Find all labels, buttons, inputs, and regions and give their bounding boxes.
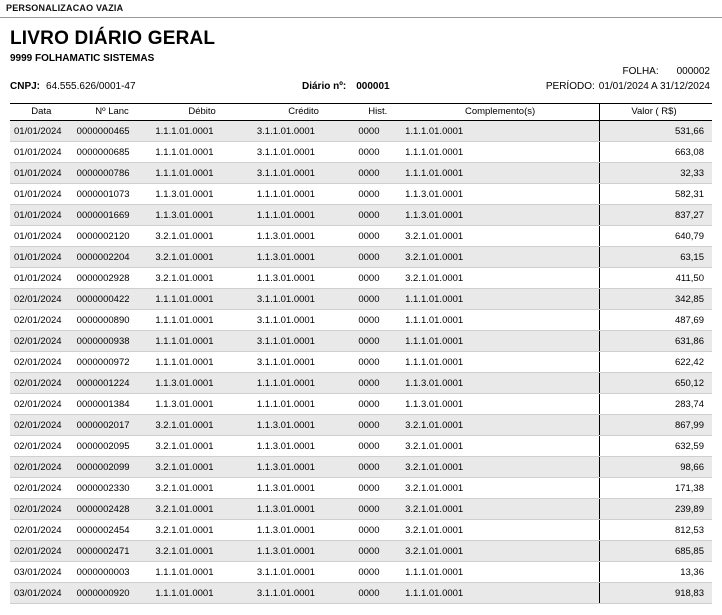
cell-data: 01/01/2024 bbox=[10, 121, 73, 142]
diario-value: 000001 bbox=[356, 81, 390, 92]
cell-hist: 0000 bbox=[354, 373, 401, 394]
cell-credito: 1.1.1.01.0001 bbox=[253, 394, 354, 415]
cell-credito: 1.1.3.01.0001 bbox=[253, 226, 354, 247]
cell-valor: 342,85 bbox=[600, 289, 712, 310]
cell-hist: 0000 bbox=[354, 436, 401, 457]
personalization-label: PERSONALIZACAO VAZIA bbox=[6, 3, 124, 13]
cell-complemento: 3.2.1.01.0001 bbox=[401, 226, 599, 247]
table-row[interactable] bbox=[10, 163, 712, 184]
cell-credito: 3.1.1.01.0001 bbox=[253, 562, 354, 583]
cell-complemento: 3.2.1.01.0001 bbox=[401, 520, 599, 541]
cell-lanc: 0000002095 bbox=[73, 436, 152, 457]
table-row[interactable] bbox=[10, 457, 712, 478]
table-row[interactable] bbox=[10, 331, 712, 352]
cell-debito: 1.1.1.01.0001 bbox=[151, 583, 252, 604]
cell-valor: 13,36 bbox=[600, 562, 712, 583]
cell-data: 02/01/2024 bbox=[10, 310, 73, 331]
cell-debito: 1.1.3.01.0001 bbox=[151, 184, 252, 205]
cell-complemento: 1.1.1.01.0001 bbox=[401, 142, 599, 163]
cell-debito: 3.2.1.01.0001 bbox=[151, 457, 252, 478]
cnpj-value: 64.555.626/0001-47 bbox=[46, 81, 136, 92]
cell-complemento: 3.2.1.01.0001 bbox=[401, 415, 599, 436]
cell-debito: 3.2.1.01.0001 bbox=[151, 268, 252, 289]
cell-debito: 1.1.1.01.0001 bbox=[151, 562, 252, 583]
cell-lanc: 0000001224 bbox=[73, 373, 152, 394]
cell-lanc: 0000002928 bbox=[73, 268, 152, 289]
cell-data: 02/01/2024 bbox=[10, 436, 73, 457]
cell-complemento: 1.1.3.01.0001 bbox=[401, 205, 599, 226]
cell-debito: 1.1.1.01.0001 bbox=[151, 142, 252, 163]
cell-valor: 487,69 bbox=[600, 310, 712, 331]
cell-debito: 1.1.3.01.0001 bbox=[151, 394, 252, 415]
cell-debito: 3.2.1.01.0001 bbox=[151, 415, 252, 436]
table-body bbox=[10, 121, 712, 604]
table-row[interactable] bbox=[10, 436, 712, 457]
table-row[interactable] bbox=[10, 352, 712, 373]
cell-hist: 0000 bbox=[354, 352, 401, 373]
cell-hist: 0000 bbox=[354, 289, 401, 310]
cnpj-label: CNPJ: bbox=[10, 81, 41, 92]
table-row[interactable] bbox=[10, 310, 712, 331]
table-row[interactable] bbox=[10, 394, 712, 415]
cell-data: 02/01/2024 bbox=[10, 520, 73, 541]
cell-lanc: 0000000938 bbox=[73, 331, 152, 352]
table-header bbox=[10, 104, 712, 121]
cell-complemento: 3.2.1.01.0001 bbox=[401, 541, 599, 562]
cell-hist: 0000 bbox=[354, 247, 401, 268]
meta-row bbox=[10, 81, 712, 97]
cell-valor: 867,99 bbox=[600, 415, 712, 436]
cell-debito: 3.2.1.01.0001 bbox=[151, 247, 252, 268]
cell-valor: 632,59 bbox=[600, 436, 712, 457]
cell-data: 01/01/2024 bbox=[10, 247, 73, 268]
cell-credito: 3.1.1.01.0001 bbox=[253, 310, 354, 331]
cell-credito: 3.1.1.01.0001 bbox=[253, 352, 354, 373]
cell-debito: 1.1.3.01.0001 bbox=[151, 373, 252, 394]
cell-lanc: 0000000003 bbox=[73, 562, 152, 583]
cell-data: 02/01/2024 bbox=[10, 499, 73, 520]
cell-lanc: 0000002017 bbox=[73, 415, 152, 436]
cell-valor: 283,74 bbox=[600, 394, 712, 415]
table-row[interactable] bbox=[10, 268, 712, 289]
cell-hist: 0000 bbox=[354, 331, 401, 352]
table-row[interactable] bbox=[10, 520, 712, 541]
cell-complemento: 1.1.3.01.0001 bbox=[401, 394, 599, 415]
cell-valor: 239,89 bbox=[600, 499, 712, 520]
cell-valor: 650,12 bbox=[600, 373, 712, 394]
cell-valor: 171,38 bbox=[600, 478, 712, 499]
cell-complemento: 3.2.1.01.0001 bbox=[401, 436, 599, 457]
column-header-complemento: Complemento(s) bbox=[401, 104, 599, 121]
cell-complemento: 1.1.1.01.0001 bbox=[401, 331, 599, 352]
cell-valor: 531,66 bbox=[600, 121, 712, 142]
cell-debito: 3.2.1.01.0001 bbox=[151, 436, 252, 457]
cell-complemento: 3.2.1.01.0001 bbox=[401, 457, 599, 478]
cell-debito: 1.1.1.01.0001 bbox=[151, 310, 252, 331]
cell-credito: 1.1.3.01.0001 bbox=[253, 436, 354, 457]
cell-complemento: 1.1.1.01.0001 bbox=[401, 310, 599, 331]
cell-data: 02/01/2024 bbox=[10, 478, 73, 499]
table-row[interactable] bbox=[10, 142, 712, 163]
cell-debito: 3.2.1.01.0001 bbox=[151, 520, 252, 541]
cell-debito: 1.1.3.01.0001 bbox=[151, 205, 252, 226]
cell-lanc: 0000000422 bbox=[73, 289, 152, 310]
cell-debito: 3.2.1.01.0001 bbox=[151, 478, 252, 499]
table-row[interactable] bbox=[10, 184, 712, 205]
periodo-block bbox=[546, 81, 710, 92]
table-row[interactable] bbox=[10, 205, 712, 226]
table-header-row bbox=[10, 104, 712, 121]
cell-data: 02/01/2024 bbox=[10, 457, 73, 478]
cell-credito: 1.1.3.01.0001 bbox=[253, 478, 354, 499]
cell-debito: 1.1.1.01.0001 bbox=[151, 352, 252, 373]
cell-credito: 1.1.3.01.0001 bbox=[253, 520, 354, 541]
diario-block bbox=[302, 81, 390, 92]
cell-hist: 0000 bbox=[354, 415, 401, 436]
cell-valor: 582,31 bbox=[600, 184, 712, 205]
cell-complemento: 1.1.1.01.0001 bbox=[401, 562, 599, 583]
cell-hist: 0000 bbox=[354, 142, 401, 163]
cell-data: 01/01/2024 bbox=[10, 226, 73, 247]
cell-data: 02/01/2024 bbox=[10, 289, 73, 310]
cell-hist: 0000 bbox=[354, 121, 401, 142]
cell-credito: 1.1.3.01.0001 bbox=[253, 541, 354, 562]
cell-valor: 812,53 bbox=[600, 520, 712, 541]
folha-label: FOLHA: bbox=[622, 66, 659, 77]
column-header-valor: Valor ( R$) bbox=[600, 104, 712, 121]
table-row[interactable] bbox=[10, 499, 712, 520]
cell-credito: 3.1.1.01.0001 bbox=[253, 331, 354, 352]
cell-valor: 63,15 bbox=[600, 247, 712, 268]
cell-lanc: 0000000972 bbox=[73, 352, 152, 373]
cell-lanc: 0000001669 bbox=[73, 205, 152, 226]
page-title: LIVRO DIÁRIO GERAL bbox=[10, 28, 216, 49]
ledger-table bbox=[10, 103, 712, 604]
cell-complemento: 3.2.1.01.0001 bbox=[401, 499, 599, 520]
cell-data: 02/01/2024 bbox=[10, 415, 73, 436]
cell-complemento: 1.1.3.01.0001 bbox=[401, 373, 599, 394]
cell-credito: 1.1.3.01.0001 bbox=[253, 247, 354, 268]
cell-debito: 1.1.1.01.0001 bbox=[151, 121, 252, 142]
cell-debito: 1.1.1.01.0001 bbox=[151, 289, 252, 310]
cell-credito: 1.1.3.01.0001 bbox=[253, 499, 354, 520]
column-header-credito: Crédito bbox=[253, 104, 354, 121]
table-row[interactable] bbox=[10, 226, 712, 247]
table-row[interactable] bbox=[10, 562, 712, 583]
column-header-data: Data bbox=[10, 104, 73, 121]
cell-hist: 0000 bbox=[354, 541, 401, 562]
cell-hist: 0000 bbox=[354, 268, 401, 289]
cell-lanc: 0000001073 bbox=[73, 184, 152, 205]
cell-valor: 622,42 bbox=[600, 352, 712, 373]
table-row[interactable] bbox=[10, 541, 712, 562]
cell-complemento: 1.1.1.01.0001 bbox=[401, 289, 599, 310]
diario-label: Diário nº: bbox=[302, 81, 347, 92]
cell-complemento: 1.1.1.01.0001 bbox=[401, 583, 599, 604]
cell-hist: 0000 bbox=[354, 499, 401, 520]
cell-credito: 1.1.3.01.0001 bbox=[253, 415, 354, 436]
cell-debito: 1.1.1.01.0001 bbox=[151, 163, 252, 184]
table-row[interactable] bbox=[10, 415, 712, 436]
table-row[interactable] bbox=[10, 478, 712, 499]
cell-credito: 1.1.1.01.0001 bbox=[253, 205, 354, 226]
company-name: 9999 FOLHAMATIC SISTEMAS bbox=[10, 53, 155, 64]
cell-valor: 98,66 bbox=[600, 457, 712, 478]
cell-hist: 0000 bbox=[354, 583, 401, 604]
cell-credito: 1.1.3.01.0001 bbox=[253, 457, 354, 478]
table-row[interactable] bbox=[10, 121, 712, 142]
cell-valor: 663,08 bbox=[600, 142, 712, 163]
cell-complemento: 1.1.3.01.0001 bbox=[401, 184, 599, 205]
cell-credito: 3.1.1.01.0001 bbox=[253, 163, 354, 184]
cell-data: 02/01/2024 bbox=[10, 331, 73, 352]
cell-credito: 3.1.1.01.0001 bbox=[253, 121, 354, 142]
cell-complemento: 3.2.1.01.0001 bbox=[401, 247, 599, 268]
cell-valor: 411,50 bbox=[600, 268, 712, 289]
cell-lanc: 0000002204 bbox=[73, 247, 152, 268]
periodo-label: PERÍODO: bbox=[545, 81, 595, 92]
cell-data: 01/01/2024 bbox=[10, 268, 73, 289]
periodo-value: 01/01/2024 A 31/12/2024 bbox=[598, 81, 710, 92]
column-header-lanc: Nº Lanc bbox=[73, 104, 152, 121]
cell-lanc: 0000000465 bbox=[73, 121, 152, 142]
cell-hist: 0000 bbox=[354, 520, 401, 541]
cell-hist: 0000 bbox=[354, 310, 401, 331]
cell-debito: 3.2.1.01.0001 bbox=[151, 499, 252, 520]
cell-credito: 3.1.1.01.0001 bbox=[253, 289, 354, 310]
cell-credito: 1.1.1.01.0001 bbox=[253, 373, 354, 394]
cell-data: 01/01/2024 bbox=[10, 142, 73, 163]
cell-hist: 0000 bbox=[354, 226, 401, 247]
cell-hist: 0000 bbox=[354, 457, 401, 478]
column-header-hist: Hist. bbox=[354, 104, 401, 121]
cell-lanc: 0000000685 bbox=[73, 142, 152, 163]
cell-lanc: 0000000890 bbox=[73, 310, 152, 331]
cell-hist: 0000 bbox=[354, 394, 401, 415]
cell-hist: 0000 bbox=[354, 478, 401, 499]
cell-complemento: 1.1.1.01.0001 bbox=[401, 352, 599, 373]
cell-complemento: 1.1.1.01.0001 bbox=[401, 163, 599, 184]
cell-credito: 1.1.3.01.0001 bbox=[253, 268, 354, 289]
cell-lanc: 0000002120 bbox=[73, 226, 152, 247]
cell-lanc: 0000002099 bbox=[73, 457, 152, 478]
cell-credito: 3.1.1.01.0001 bbox=[253, 142, 354, 163]
cell-hist: 0000 bbox=[354, 184, 401, 205]
cell-valor: 685,85 bbox=[600, 541, 712, 562]
cell-data: 01/01/2024 bbox=[10, 163, 73, 184]
cell-debito: 3.2.1.01.0001 bbox=[151, 541, 252, 562]
cell-complemento: 3.2.1.01.0001 bbox=[401, 478, 599, 499]
cell-data: 02/01/2024 bbox=[10, 352, 73, 373]
cell-complemento: 3.2.1.01.0001 bbox=[401, 268, 599, 289]
cell-valor: 918,83 bbox=[600, 583, 712, 604]
table-row[interactable] bbox=[10, 583, 712, 604]
column-header-debito: Débito bbox=[151, 104, 252, 121]
folha-row bbox=[10, 66, 712, 80]
folha-block bbox=[623, 66, 711, 77]
personalization-bar bbox=[0, 0, 722, 18]
folha-value: 000002 bbox=[676, 66, 710, 77]
cell-debito: 1.1.1.01.0001 bbox=[151, 331, 252, 352]
cell-lanc: 0000002471 bbox=[73, 541, 152, 562]
cell-lanc: 0000001384 bbox=[73, 394, 152, 415]
cell-data: 01/01/2024 bbox=[10, 184, 73, 205]
cell-valor: 631,86 bbox=[600, 331, 712, 352]
cell-credito: 1.1.1.01.0001 bbox=[253, 184, 354, 205]
cell-data: 03/01/2024 bbox=[10, 562, 73, 583]
cell-complemento: 1.1.1.01.0001 bbox=[401, 121, 599, 142]
table-row[interactable] bbox=[10, 373, 712, 394]
table-row[interactable] bbox=[10, 247, 712, 268]
cell-data: 03/01/2024 bbox=[10, 583, 73, 604]
cell-lanc: 0000002454 bbox=[73, 520, 152, 541]
cell-lanc: 0000000786 bbox=[73, 163, 152, 184]
table-row[interactable] bbox=[10, 289, 712, 310]
cell-data: 02/01/2024 bbox=[10, 541, 73, 562]
cell-hist: 0000 bbox=[354, 163, 401, 184]
cell-lanc: 0000002330 bbox=[73, 478, 152, 499]
report-body bbox=[0, 18, 722, 604]
cell-credito: 3.1.1.01.0001 bbox=[253, 583, 354, 604]
cell-data: 02/01/2024 bbox=[10, 394, 73, 415]
cell-data: 02/01/2024 bbox=[10, 373, 73, 394]
cell-lanc: 0000000920 bbox=[73, 583, 152, 604]
cell-hist: 0000 bbox=[354, 205, 401, 226]
cell-hist: 0000 bbox=[354, 562, 401, 583]
cell-lanc: 0000002428 bbox=[73, 499, 152, 520]
cell-valor: 837,27 bbox=[600, 205, 712, 226]
cell-valor: 640,79 bbox=[600, 226, 712, 247]
cell-debito: 3.2.1.01.0001 bbox=[151, 226, 252, 247]
cell-data: 01/01/2024 bbox=[10, 205, 73, 226]
cell-valor: 32,33 bbox=[600, 163, 712, 184]
